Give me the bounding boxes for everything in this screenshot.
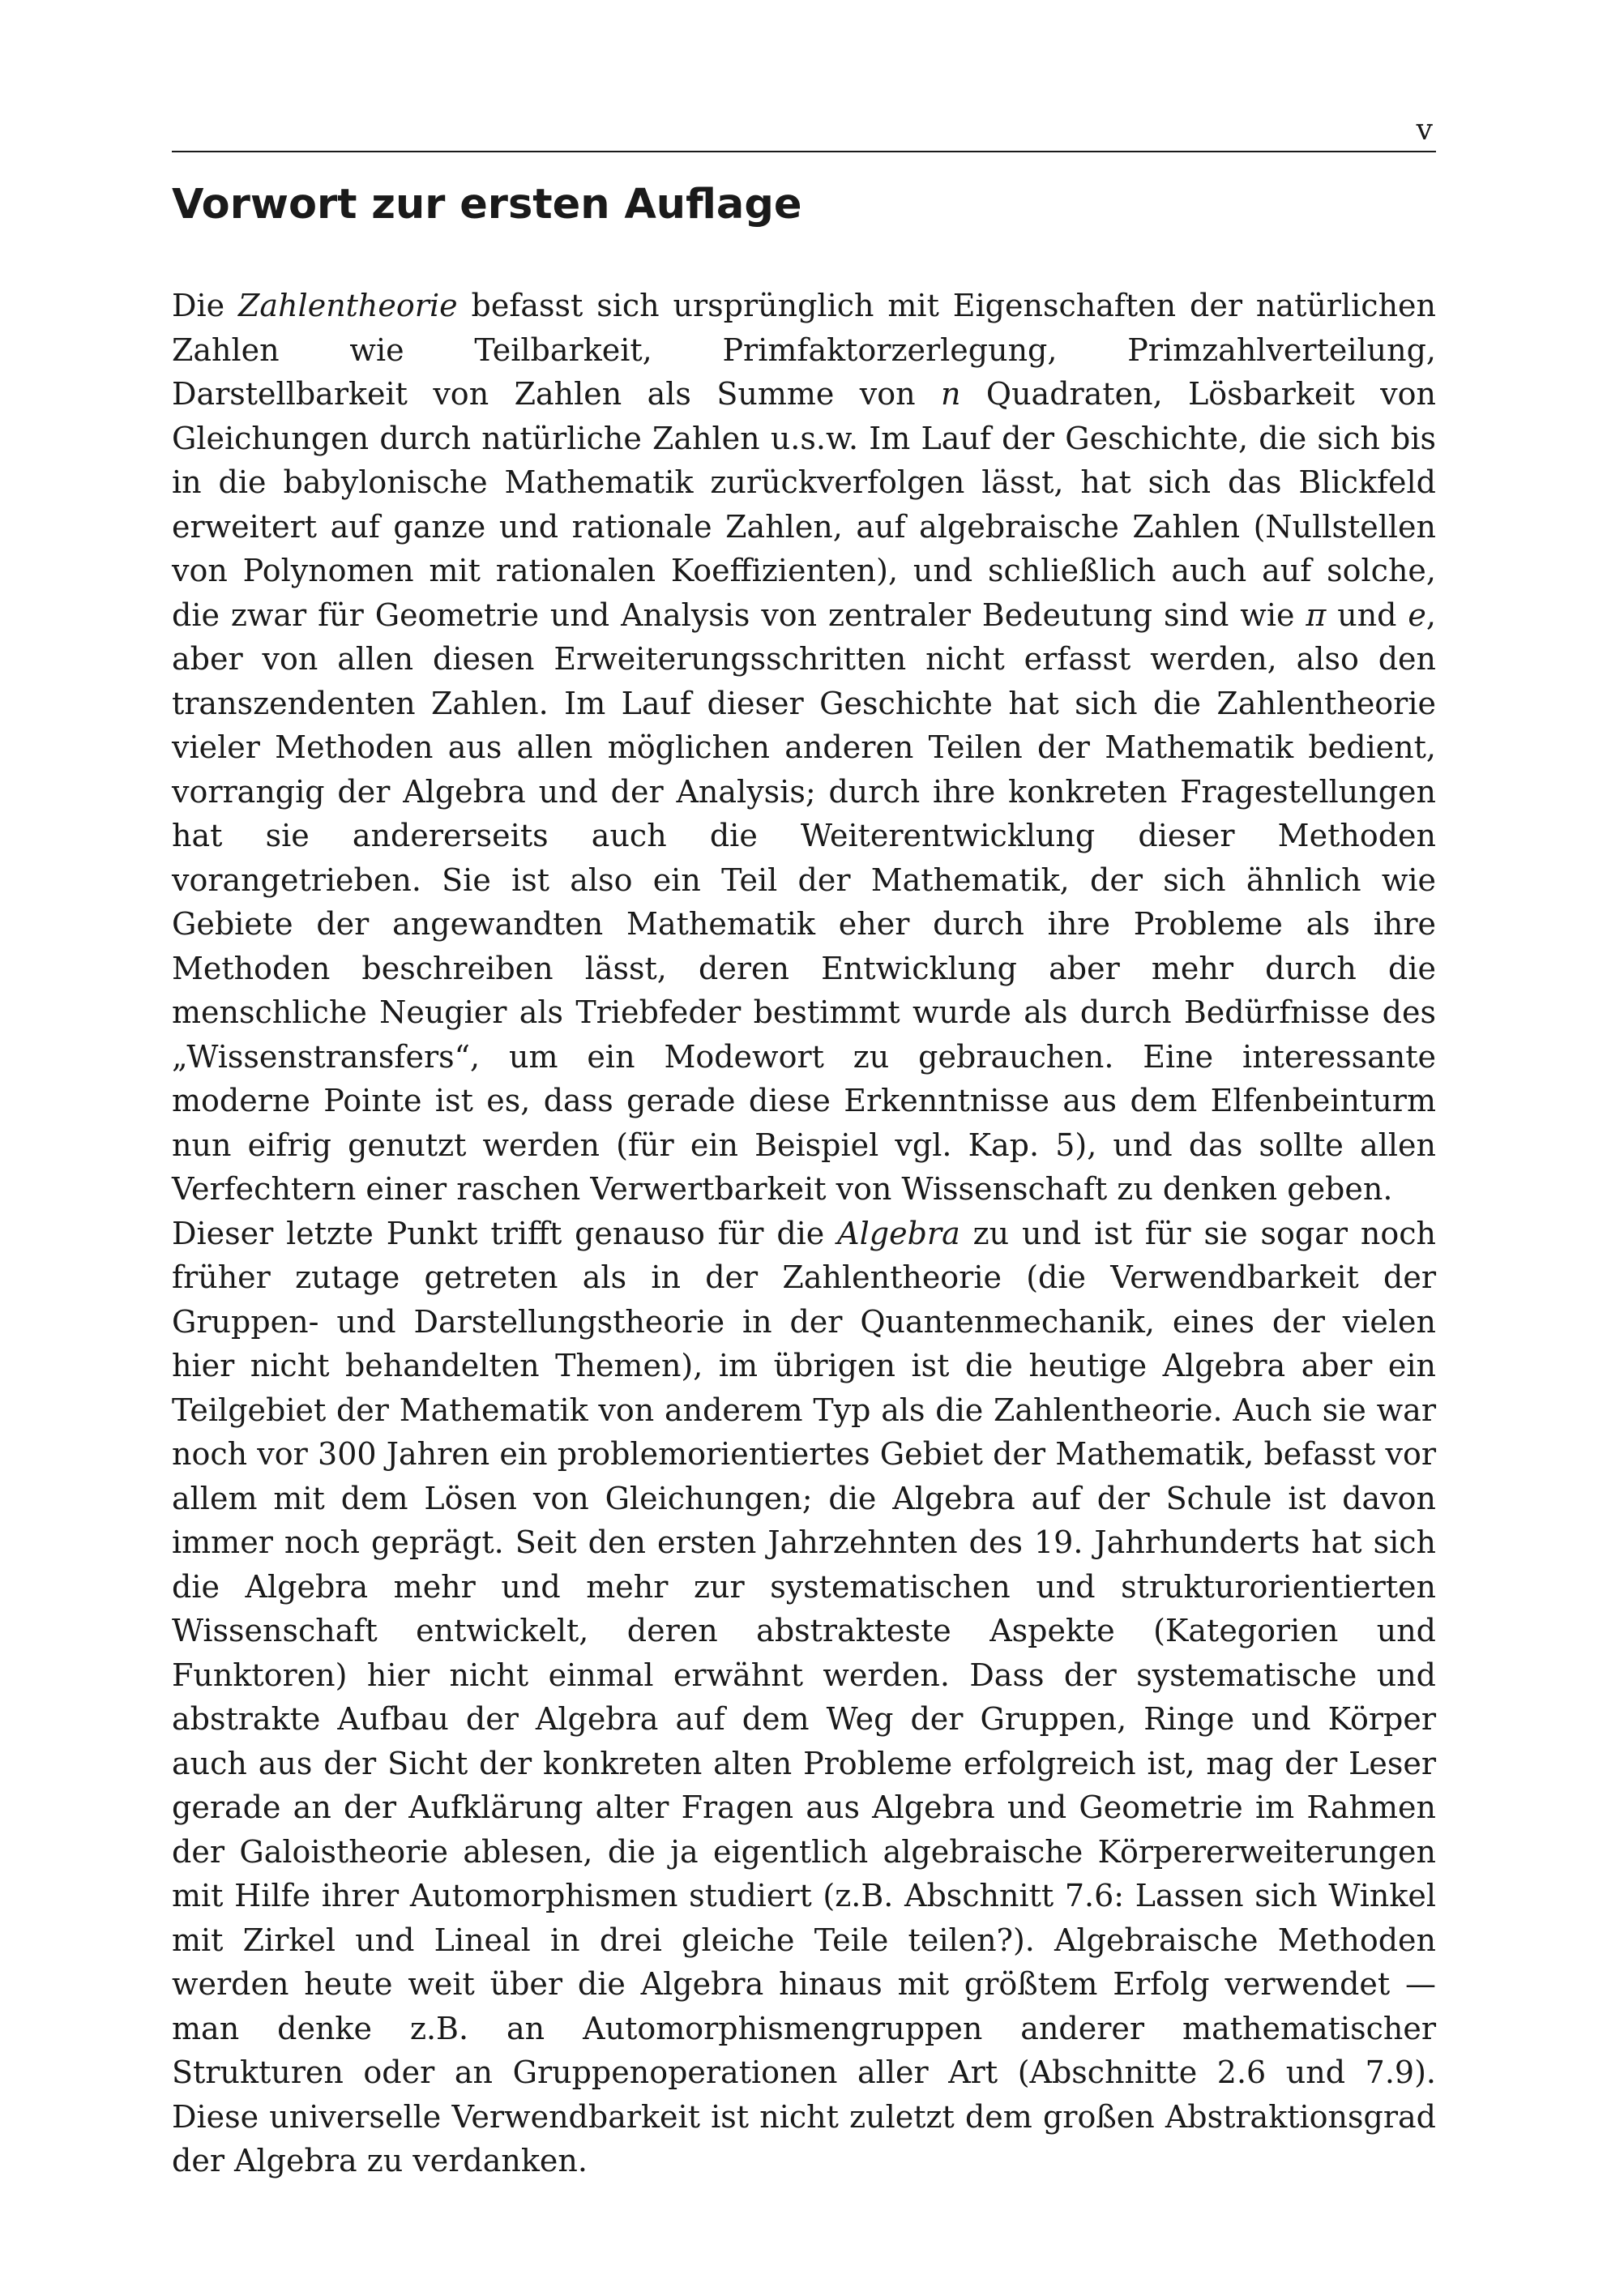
paragraph-2-emphasis-algebra: Algebra bbox=[837, 1215, 960, 1251]
page-number: v bbox=[1416, 113, 1433, 147]
paragraph-1-text-1: Die bbox=[172, 288, 239, 323]
math-symbol-e: e bbox=[1408, 596, 1426, 633]
paragraph-2-text-2: zu und ist für sie sogar noch früher zutage getreten als in der Zahlentheorie (die Verwendbarkeit der Gruppen- und Darstellungstheorie in der Quantenmechanik, eines der vielen hier nicht behandelten Themen), im übrigen ist die heutige Algebra aber ein Teilgebiet der Mathematik von anderem Typ als die Zahlentheorie. Auch sie war noch vor 300 Jahren ein problemorientiertes Gebiet der Mathematik, befasst vor allem mit dem Lösen von Gleichungen; die Algebra auf der Schule ist davon immer noch geprägt. Seit den ersten Jahrzehnten des 19. Jahrhunderts hat sich die Algebra mehr und mehr zur systematischen und strukturorientierten Wissenschaft entwickelt, deren abstrakteste Aspekte (Kategorien und Funktoren) hier nicht einmal erwähnt werden. Dass der systematische und abstrakte Aufbau der Algebra auf dem Weg der Gruppen, Ringe und Körper auch aus der Sicht der konkreten alten Probleme erfolgreich ist, mag der Leser gerade an der Aufklärung alter Fragen aus Algebra und Geometrie im Rahmen der Galoistheorie ablesen, die ja eigentlich algebraische Körpererweiterungen mit Hilfe ihrer Automorphismen studiert (z.B. Abschnitt 7.6: Lassen sich Winkel mit Zirkel und Lineal in drei gleiche Teile teilen?). Algebraische Methoden werden heute weit über die Algebra hinaus mit größtem Erfolg verwendet — man denke z.B. an Automorphismengruppen anderer mathematischer Strukturen oder an Gruppenoperationen aller Art (Abschnitte 2.6 und 7.9). Diese universelle Verwendbarkeit ist nicht zuletzt dem großen Abstraktionsgrad der Algebra zu verdanken. bbox=[172, 1215, 1436, 2178]
paragraph-2-text-1: Dieser letzte Punkt trifft genauso für die bbox=[172, 1215, 838, 1251]
chapter-title: Vorwort zur ersten Auflage bbox=[172, 181, 802, 229]
body-text bbox=[172, 284, 1436, 2183]
math-symbol-pi: π bbox=[1306, 596, 1327, 633]
paragraph-1 bbox=[172, 284, 1436, 1212]
paragraph-1-text-4: und bbox=[1326, 596, 1408, 633]
paragraph-1-text-3: Quadraten, Lösbarkeit von Gleichungen durch natürliche Zahlen u.s.w. Im Lauf der Geschichte, die sich bis in die babylonische Mathematik zurückverfolgen lässt, hat sich das Blickfeld erweitert auf ganze und rationale Zahlen, auf algebraische Zahlen (Nullstellen von Polynomen mit rationalen Koeffizienten), und schließlich auch auf solche, die zwar für Geometrie und Analysis von zentraler Bedeutung sind wie bbox=[172, 376, 1436, 633]
paragraph-1-text-5: , aber von allen diesen Erweiterungsschritten nicht erfasst werden, also den transzendenten Zahlen. Im Lauf dieser Geschichte hat sich die Zahlentheorie vieler Methoden aus allen möglichen anderen Teilen der Mathematik bedient, vorrangig der Algebra und der Analysis; durch ihre konkreten Fragestellungen hat sie andererseits auch die Weiterentwicklung dieser Methoden vorangetrieben. Sie ist also ein Teil der Mathematik, der sich ähnlich wie Gebiete der angewandten Mathematik eher durch ihre Probleme als ihre Methoden beschreiben lässt, deren Entwicklung aber mehr durch die menschliche Neugier als Triebfeder bestimmt wurde als durch Bedürfnisse des „Wissenstransfers“, um ein Modewort zu gebrauchen. Eine interessante moderne Pointe ist es, dass gerade diese Erkenntnisse aus dem Elfenbeinturm nun eifrig genutzt werden (für ein Beispiel vgl. Kap. 5), und das sollte allen Verfechtern einer raschen Verwertbarkeit von Wissenschaft zu denken geben. bbox=[172, 596, 1436, 1207]
paragraph-2 bbox=[172, 1212, 1436, 2183]
paragraph-1-emphasis-zahlentheorie: Zahlentheorie bbox=[238, 288, 458, 323]
paragraph-1-text-2: befasst sich ursprünglich mit Eigenschaften der natürlichen Zahlen wie Teilbarkeit, Primfaktorzerlegung, Primzahlverteilung, Darstellbarkeit von Zahlen als Summe von bbox=[172, 288, 1436, 412]
math-variable-n: n bbox=[941, 376, 961, 412]
header-rule bbox=[172, 151, 1436, 152]
